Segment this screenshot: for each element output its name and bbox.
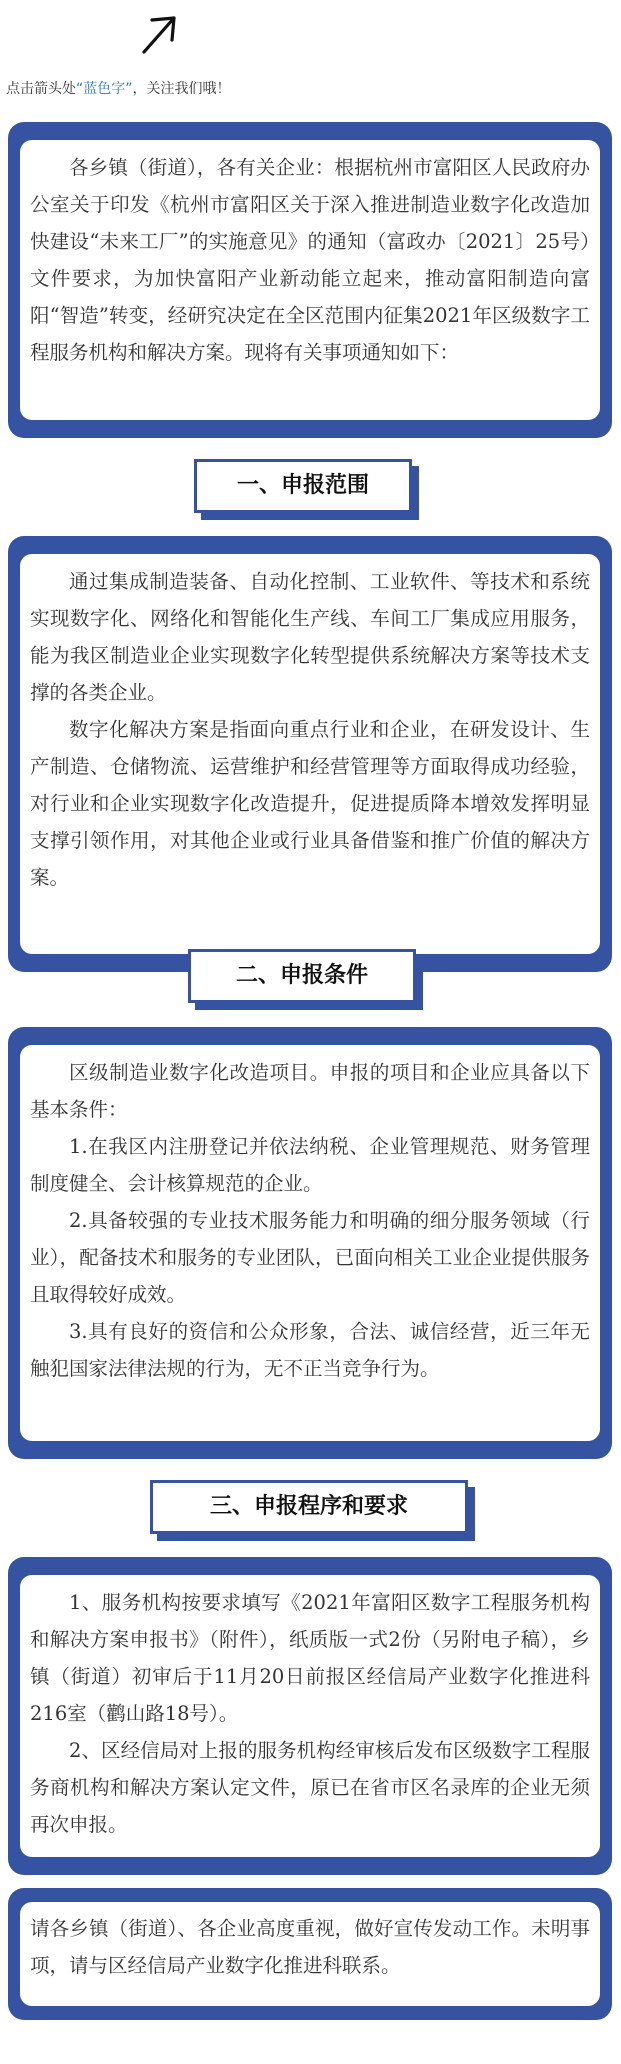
conditions-intro: 区级制造业数字化改造项目。申报的项目和企业应具备以下基本条件：: [30, 1061, 590, 1121]
intro-card: [20, 140, 600, 420]
condition-item-3: 3.具有良好的资信和公众形象，合法、诚信经营，近三年无触犯国家法律法规的行为，无不正当竞争行为。: [30, 1320, 590, 1380]
scope-panel: [8, 536, 612, 972]
follow-hint: [6, 78, 231, 98]
condition-item-2: 2.具备较强的专业技术服务能力和明确的细分服务领域（行业），配备技术和服务的专业团队，已面向相关工业企业提供服务且取得较好成效。: [30, 1209, 590, 1306]
scope-paragraph-2: 数字化解决方案是指面向重点行业和企业，在研发设计、生产制造、仓储物流、运营维护和经营管理等方面取得成功经验，对行业和企业实现数字化改造提升，促进提质降本增效发挥明显支撑引领作用，对其他企业或行业具备借鉴和推广价值的解决方案。: [30, 718, 590, 889]
procedure-card: [20, 1575, 600, 1857]
hint-prefix: 点击箭头处: [6, 81, 76, 97]
condition-item-1: 1.在我区内注册登记并依法纳税、企业管理规范、财务管理制度健全、会计核算规范的企业。: [30, 1135, 590, 1195]
conditions-panel: [8, 1027, 612, 1459]
closing-card: [20, 1902, 600, 2006]
closing-panel: [8, 1888, 612, 2020]
intro-paragraph: 各乡镇（街道），各有关企业：根据杭州市富阳区人民政府办公室关于印发《杭州市富阳区关于深入推进制造业数字化改造加快建设“未来工厂”的实施意见》的通知（富政办〔2021〕25号）文件要求，为加快富阳产业新动能立起来，推动富阳制造向富阳“智造”转变，经研究决定在全区范围内征集2021年区级数字工程服务机构和解决方案。现将有关事项通知如下：: [30, 156, 590, 364]
section-header-conditions: 二、申报条件: [188, 949, 416, 1003]
arrow-up-right-icon: [138, 12, 184, 56]
procedure-item-2: 2、区经信局对上报的服务机构经审核后发布区级数字工程服务商机构和解决方案认定文件，原已在省市区名录库的企业无须再次申报。: [30, 1739, 590, 1836]
procedure-item-1: 1、服务机构按要求填写《2021年富阳区数字工程服务机构和解决方案申报书》（附件），纸质版一式2份（另附电子稿），乡镇（街道）初审后于11月20日前报区经信局产业数字化推进科216室（鹳山路18号）。: [30, 1591, 590, 1725]
section-header-procedure: 三、申报程序和要求: [150, 1480, 468, 1534]
closing-paragraph: 请各乡镇（街道）、各企业高度重视，做好宣传发动工作。未明事项，请与区经信局产业数字化推进科联系。: [30, 1917, 590, 1977]
scope-paragraph-1: 通过集成制造装备、自动化控制、工业软件、等技术和系统实现数字化、网络化和智能化生产线、车间工厂集成应用服务，能为我区制造业企业实现数字化转型提供系统解决方案等技术支撑的各类企业。: [30, 570, 590, 704]
conditions-card: [20, 1045, 600, 1441]
intro-panel: [8, 122, 612, 438]
scope-card: [20, 554, 600, 954]
hint-suffix: ，关注我们哦！: [132, 81, 231, 97]
hint-blue-text[interactable]: “蓝色字”: [76, 81, 133, 97]
procedure-panel: [8, 1557, 612, 1875]
section-header-scope: 一、申报范围: [194, 459, 412, 513]
